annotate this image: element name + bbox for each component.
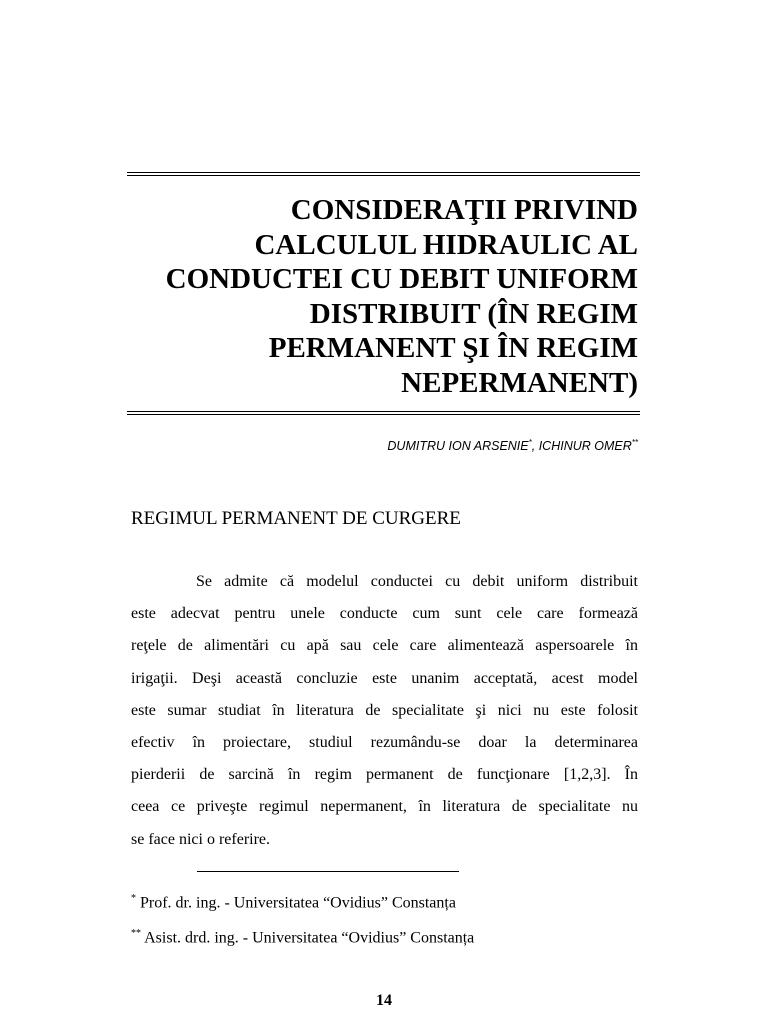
footnote-separator bbox=[197, 871, 459, 872]
author-name: DUMITRU ION ARSENIE bbox=[387, 439, 529, 454]
title-line: CALCULUL HIDRAULIC AL bbox=[254, 228, 638, 261]
body-paragraph bbox=[131, 566, 638, 856]
author-name: ICHINUR OMER bbox=[538, 439, 632, 454]
title-line: DISTRIBUIT (ÎN REGIM bbox=[309, 297, 638, 330]
footnote-mark: ** bbox=[131, 928, 141, 939]
paper-title bbox=[127, 193, 638, 400]
paragraph-line: pierderii de sarcină în regim permanent de funcţionare [1,2,3]. În bbox=[131, 766, 638, 784]
title-line: CONDUCTEI CU DEBIT UNIFORM bbox=[165, 263, 638, 295]
author-separator: , bbox=[531, 439, 539, 454]
footnote-text: Prof. dr. ing. - Universitatea “Ovidius” Constanța bbox=[136, 894, 456, 912]
section-heading: REGIMUL PERMANENT DE CURGERE bbox=[131, 508, 461, 529]
title-top-rule bbox=[127, 172, 640, 176]
title-bottom-rule bbox=[127, 411, 640, 415]
paragraph-line: reţele de alimentări cu apă sau cele care alimentează aspersoarele în bbox=[131, 637, 638, 655]
author-line bbox=[127, 438, 638, 453]
title-line: NEPERMANENT) bbox=[401, 366, 638, 399]
paragraph-line: este adecvat pentru unele conducte cum sunt cele care formează bbox=[131, 605, 638, 623]
author-footnote-mark: ** bbox=[631, 438, 638, 447]
footnote-mark: * bbox=[131, 893, 136, 904]
footnote-text: Asist. drd. ing. - Universitatea “Ovidius” Constanța bbox=[141, 929, 475, 947]
paragraph-line: efectiv în proiectare, studiul rezumându-se doar la determinarea bbox=[131, 733, 638, 751]
footnote bbox=[131, 928, 474, 947]
title-line: PERMANENT ŞI ÎN REGIM bbox=[268, 332, 638, 364]
paragraph-line: este sumar studiat în literatura de specialitate şi nici nu este folosit bbox=[131, 701, 638, 719]
author-footnote-mark: * bbox=[528, 438, 532, 447]
paragraph-line: irigaţii. Deşi această concluzie este unanim acceptată, acest model bbox=[131, 669, 638, 687]
page-number: 14 bbox=[376, 992, 392, 1009]
paragraph-line: se face nici o referire. bbox=[131, 830, 271, 848]
title-line: CONSIDERAŢII PRIVIND bbox=[290, 194, 638, 226]
paragraph-line: ceea ce priveşte regimul nepermanent, în literatura de specialitate nu bbox=[131, 798, 638, 816]
paragraph-line: Se admite că modelul conductei cu debit uniform distribuit bbox=[196, 573, 638, 590]
footnote bbox=[131, 893, 456, 912]
